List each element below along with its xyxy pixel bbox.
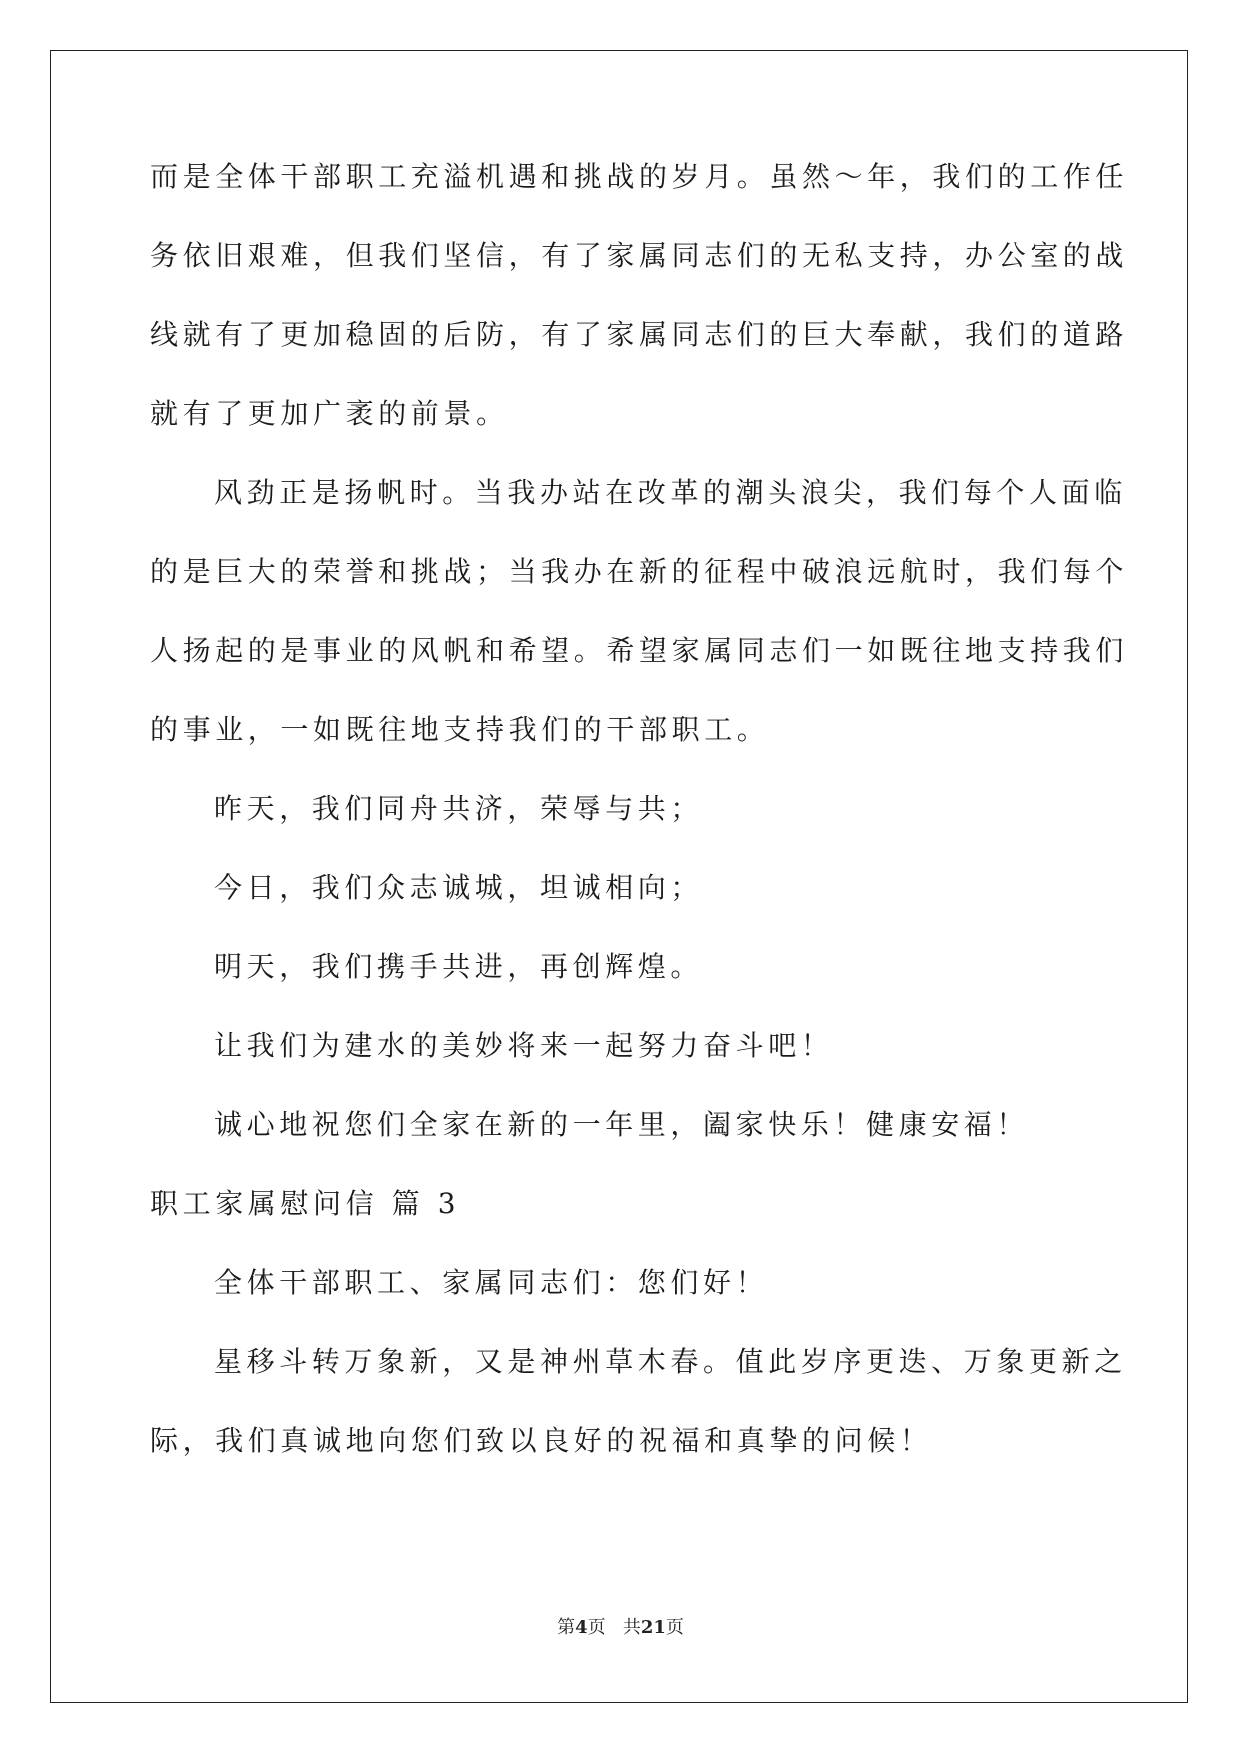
paragraph-line: 诚心地祝您们全家在新的一年里，阖家快乐！健康安福！ [214, 1108, 1030, 1141]
paragraph-line: 人扬起的是事业的风帆和希望。希望家属同志们一如既往地支持我们 [150, 634, 1129, 667]
page-suffix: 页 [587, 1617, 606, 1638]
paragraph-line: 而是全体干部职工充溢机遇和挑战的岁月。虽然～年，我们的工作任 [150, 160, 1129, 193]
page-current: 4 [575, 1617, 588, 1638]
page-total: 21 [640, 1617, 666, 1638]
paragraph-line: 明天，我们携手共进，再创辉煌。 [214, 950, 704, 983]
paragraph-line: 就有了更加广袤的前景。 [150, 397, 509, 430]
paragraph-line: 昨天，我们同舟共济，荣辱与共； [214, 792, 704, 825]
page-footer [0, 1616, 1241, 1640]
paragraph-line: 线就有了更加稳固的后防，有了家属同志们的巨大奉献，我们的道路 [150, 318, 1129, 351]
paragraph-line: 风劲正是扬帆时。当我办站在改革的潮头浪尖，我们每个人面临 [214, 476, 1127, 509]
total-suffix: 页 [665, 1617, 684, 1638]
page-prefix: 第 [557, 1617, 576, 1638]
paragraph-line: 务依旧艰难，但我们坚信，有了家属同志们的无私支持，办公室的战 [150, 239, 1129, 272]
salutation-line: 全体干部职工、家属同志们：您们好！ [214, 1266, 769, 1299]
section-heading: 职工家属慰问信 篇 3 [150, 1187, 461, 1220]
paragraph-line: 际，我们真诚地向您们致以良好的祝福和真挚的问候！ [150, 1424, 933, 1457]
paragraph-line: 的是巨大的荣誉和挑战；当我办在新的征程中破浪远航时，我们每个 [150, 555, 1129, 588]
total-prefix: 共 [622, 1617, 641, 1638]
paragraph-line: 让我们为建水的美妙将来一起努力奋斗吧！ [214, 1029, 834, 1062]
paragraph-line: 的事业，一如既往地支持我们的干部职工。 [150, 713, 770, 746]
paragraph-line: 今日，我们众志诚城，坦诚相向； [214, 871, 704, 904]
paragraph-line: 星移斗转万象新，又是神州草木春。值此岁序更迭、万象更新之 [214, 1345, 1127, 1378]
